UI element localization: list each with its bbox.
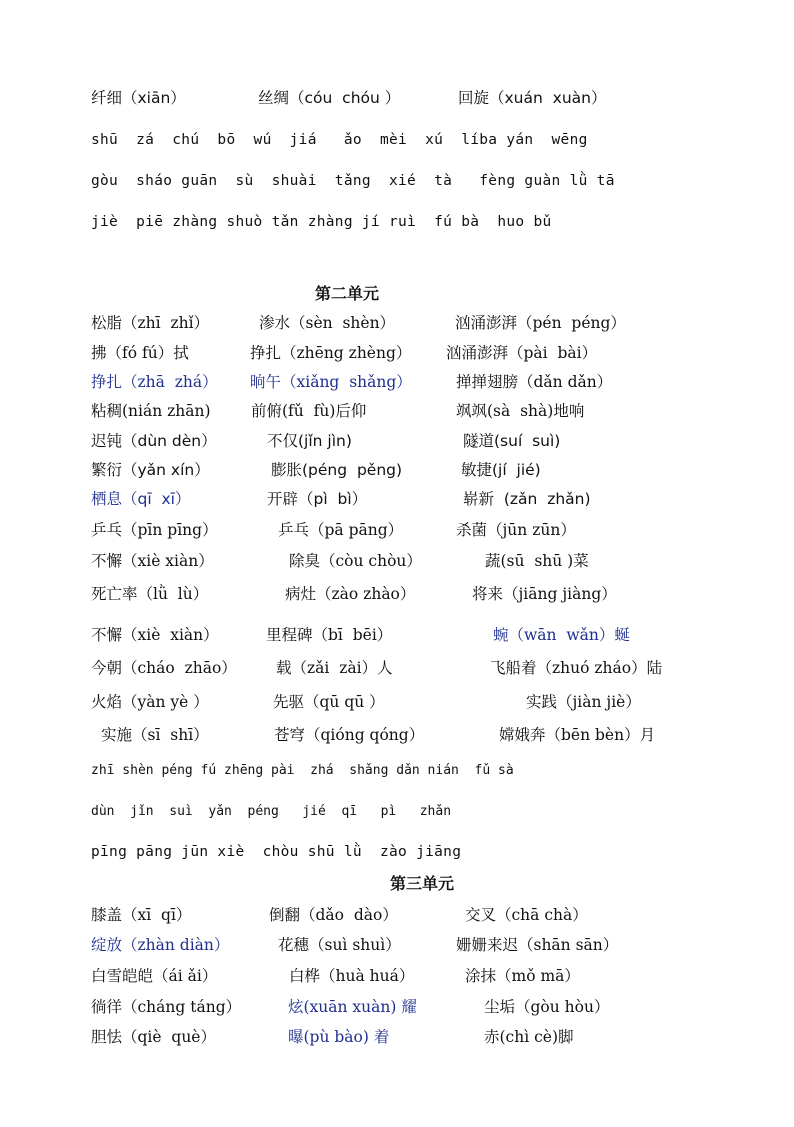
vocab-pair: 绽放（zhàn diàn） [91, 936, 230, 954]
vocab-pair: 敏捷(jí jié) [461, 461, 541, 479]
vocab-pair: 姗姗来迟（shān sān） [456, 936, 619, 954]
vocab-pair: 先驱（qū qū ） [273, 693, 385, 711]
vocab-row [0, 1027, 574, 1127]
vocab-pair: 倒翻（dǎo dào） [269, 906, 398, 924]
vocab-pair: 迟钝（dùn dèn） [91, 432, 217, 450]
vocab-pair: 隧道(suí suì) [463, 432, 561, 450]
vocab-pair: 粘稠(nián zhān) [91, 402, 211, 420]
vocab-pair: 病灶（zào zhào） [285, 585, 416, 603]
vocab-pair: 实践（jiàn jiè） [526, 693, 641, 711]
vocab-pair: 松脂（zhī zhǐ） [91, 314, 210, 332]
vocab-pair: 膨胀(péng pěng) [271, 461, 403, 479]
vocab-pair: 不懈（xiè xiàn） [91, 552, 214, 570]
vocab-pair: 苍穹（qióng qóng） [274, 726, 425, 744]
vocab-pair: 挣扎（zhā zhá） [91, 373, 218, 391]
vocab-pair: 今朝（cháo zhāo） [91, 659, 237, 677]
pinyin-line: shū zá chú bō wú jiá ǎo mèi xú líba yán wēng [91, 132, 588, 148]
vocab-pair: 乒乓（pīn pīng） [91, 521, 218, 539]
vocab-pair: 繁衍（yǎn xín） [91, 461, 210, 479]
vocab-pair: 晌午（xiǎng shǎng） [250, 373, 412, 391]
vocab-pair: 涂抹（mǒ mā） [465, 967, 580, 985]
vocab-pair: 嫦娥奔（bēn bèn）月 [499, 726, 656, 744]
vocab-pair: 挣扎（zhēng zhèng） [250, 344, 412, 362]
pinyin-line: zhī shèn péng fú zhēng pài zhá shǎng dǎn nián fǔ sà [91, 763, 514, 778]
unit3-heading: 第三单元 [390, 874, 455, 893]
vocab-pair: 丝绸（cóu chóu ） [258, 89, 401, 107]
vocab-pair: 掸掸翅膀（dǎn dǎn） [456, 373, 613, 391]
pinyin-line: pīng pāng jūn xiè chòu shū lǜ zào jiāng [91, 844, 462, 860]
pinyin-line: dùn jǐn suì yǎn péng jié qī pì zhǎn [91, 804, 452, 819]
vocab-pair: 除臭（còu chòu） [289, 552, 422, 570]
vocab-pair: 交叉（chā chà） [465, 906, 588, 924]
vocab-pair: 白雪皑皑（ái ǎi） [91, 967, 218, 985]
unit2-heading: 第二单元 [315, 284, 380, 303]
vocab-pair: 实施（sī shī） [101, 726, 209, 744]
vocab-pair: 拂（fó fú）拭 [91, 344, 189, 362]
vocab-pair: 火焰（yàn yè ） [91, 693, 209, 711]
pinyin-line: gòu sháo guān sù shuài tǎng xié tà fèng guàn lǜ tā [91, 173, 615, 189]
vocab-pair: 汹涌澎湃（pén péng） [455, 314, 626, 332]
vocab-pair: 不仅(jǐn jìn) [267, 432, 352, 450]
vocab-pair: 膝盖（xī qī） [91, 906, 192, 924]
vocab-pair: 载（zǎi zài）人 [276, 659, 393, 677]
vocab-pair: 曝(pù bào) 着 [288, 1028, 390, 1046]
vocab-pair: 乒乓（pā pāng） [278, 521, 404, 539]
vocab-pair: 死亡率（lǜ lù） [91, 585, 209, 603]
vocab-pair: 蔬(sū shū )菜 [485, 552, 589, 570]
vocab-pair: 蜿（wān wǎn）蜒 [493, 626, 630, 644]
vocab-pair: 将来（jiāng jiàng） [472, 585, 617, 603]
vocab-pair: 飞船着（zhuó zháo）陆 [490, 659, 663, 677]
pinyin-line: jiè piē zhàng shuò tǎn zhàng jí ruì fú bà huo bǔ [91, 214, 552, 230]
vocab-pair: 花穗（suì shuì） [278, 936, 401, 954]
vocab-pair: 汹涌澎湃（pài bài） [446, 344, 598, 362]
vocab-pair: 胆怯（qiè què） [91, 1028, 216, 1046]
vocab-pair: 赤(chì cè)脚 [484, 1028, 574, 1046]
vocab-pair: 纤细（xiān） [91, 89, 186, 107]
vocab-pair: 开辟（pì bì） [267, 490, 368, 508]
vocab-pair: 杀菌（jūn zūn） [456, 521, 576, 539]
vocab-pair: 白桦（huà huá） [289, 967, 415, 985]
vocab-pair: 回旋（xuán xuàn） [458, 89, 607, 107]
vocab-pair: 尘垢（gòu hòu） [484, 998, 610, 1016]
vocab-pair: 渗水（sèn shèn） [259, 314, 396, 332]
vocab-pair: 徜徉（cháng táng） [91, 998, 242, 1016]
vocab-pair: 飒飒(sà shà)地响 [456, 402, 585, 420]
vocab-pair: 炫(xuān xuàn) 耀 [288, 998, 417, 1016]
vocab-pair: 崭新 (zǎn zhǎn) [463, 490, 591, 508]
vocab-pair: 前俯(fǔ fù)后仰 [251, 402, 367, 420]
vocab-pair: 不懈（xiè xiàn） [91, 626, 219, 644]
vocab-pair: 里程碑（bī bēi） [266, 626, 393, 644]
vocab-pair: 栖息（qī xī） [91, 490, 191, 508]
